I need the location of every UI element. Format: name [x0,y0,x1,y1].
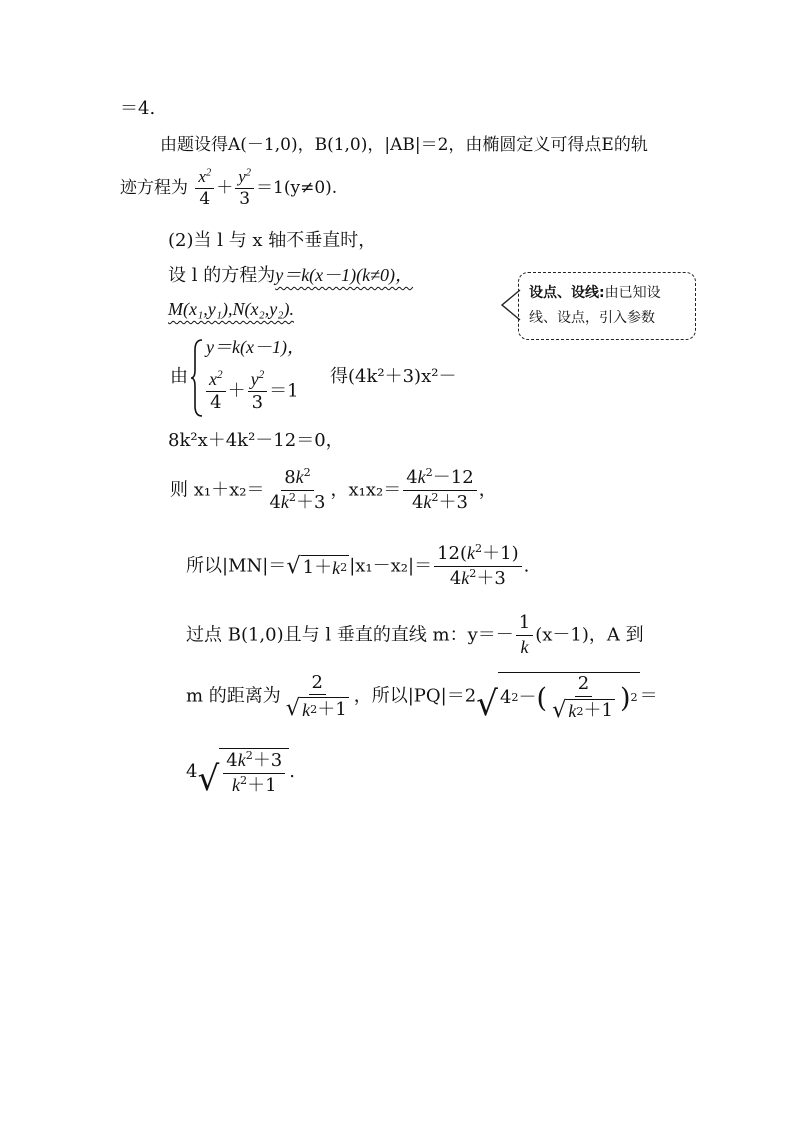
fraction-x2-4-b: $\frac{x^2}{4}$ [206,370,226,413]
text-line-2: 由题设得A(－1,0)，B(1,0)，|AB|＝2，由椭圆定义可得点E的轨 [160,135,648,155]
text-line-6: M(x₁,y₁),N(x₂,y₂). [168,299,294,319]
text-line-8: 8k²x＋4k²－12＝0， [168,430,344,451]
fraction-sum: $\frac{8k^2}{4k^2+3}$ [269,466,326,513]
text-line-10: 所以|MN|＝ √ 1＋ k 2 |x₁－x₂|＝ $\frac{12(k^2+1)}{4k^2+3}$ . [186,542,530,589]
system-result: 得(4k²＋3)x²－ [330,366,457,387]
text-line-11: 过点 B(1,0)且与 l 垂直的直线 m：y＝－ $\frac{1}{k}$ (x－1)，A 到 [186,612,644,657]
equation-line-1: ＝4. [120,98,156,119]
text-line-9: 则 x₁＋x₂＝ $\frac{8k^2}{4k^2+3}$ ，x₁x₂＝ $\frac{4k^2-12}{4k^2+3}$ ， [170,466,497,513]
system-eq-2: $\frac{x^2}{4}$ ＋ $\frac{y^2}{3}$ ＝1 [204,370,299,413]
left-brace-icon [190,338,204,418]
fraction-y2-3: $\frac{y^2}{3}$ [235,168,254,209]
text-line-5: 设 l 的方程为y＝k(x－1)(k≠0)， [168,265,414,286]
sqrt-1-k2: √ 1＋ k 2 [286,553,348,580]
sqrt-final: √ $\frac{4k^2+3}{k^2+1}$ [197,748,289,796]
fraction-product: $\frac{4k^2-12}{4k^2+3}$ [403,468,476,513]
fraction-mn: $\frac{12(k^2+1)}{4k^2+3}$ [434,544,522,589]
fraction-x2-4: $\frac{x^2}{4}$ [195,168,214,209]
fraction-y2-3-b: $\frac{y^2}{3}$ [248,370,268,413]
text-line-13: 4 √ $\frac{4k^2+3}{k^2+1}$ . [186,749,295,799]
annotation-box: 设点、设线:由已知设线、设点，引入参数 [518,272,696,340]
text-line-12: m 的距离为 2 √ k 2 ＋1 ，所以|PQ|＝2 √ 4 2 － ( 2 √ k 2 ＋1 ) 2 ＝ [186,671,658,725]
sqrt-pq: √ 4 2 － ( 2 √ k 2 ＋1 ) 2 [476,673,638,725]
text-line-4: (2)当 l 与 x 轴不垂直时， [168,230,377,251]
system-eq-1: y＝k(x－1)， [206,337,305,357]
system-prefix: 由 [170,366,188,387]
fraction-1-k: $\frac{1}{k}$ [516,614,533,657]
fraction-distance: 2 √ k 2 ＋1 [285,671,347,722]
text-line-3: 迹方程为 $\frac{x^2}{4}$ ＋ $\frac{y^2}{3}$ ＝1(y≠0). [120,167,338,209]
